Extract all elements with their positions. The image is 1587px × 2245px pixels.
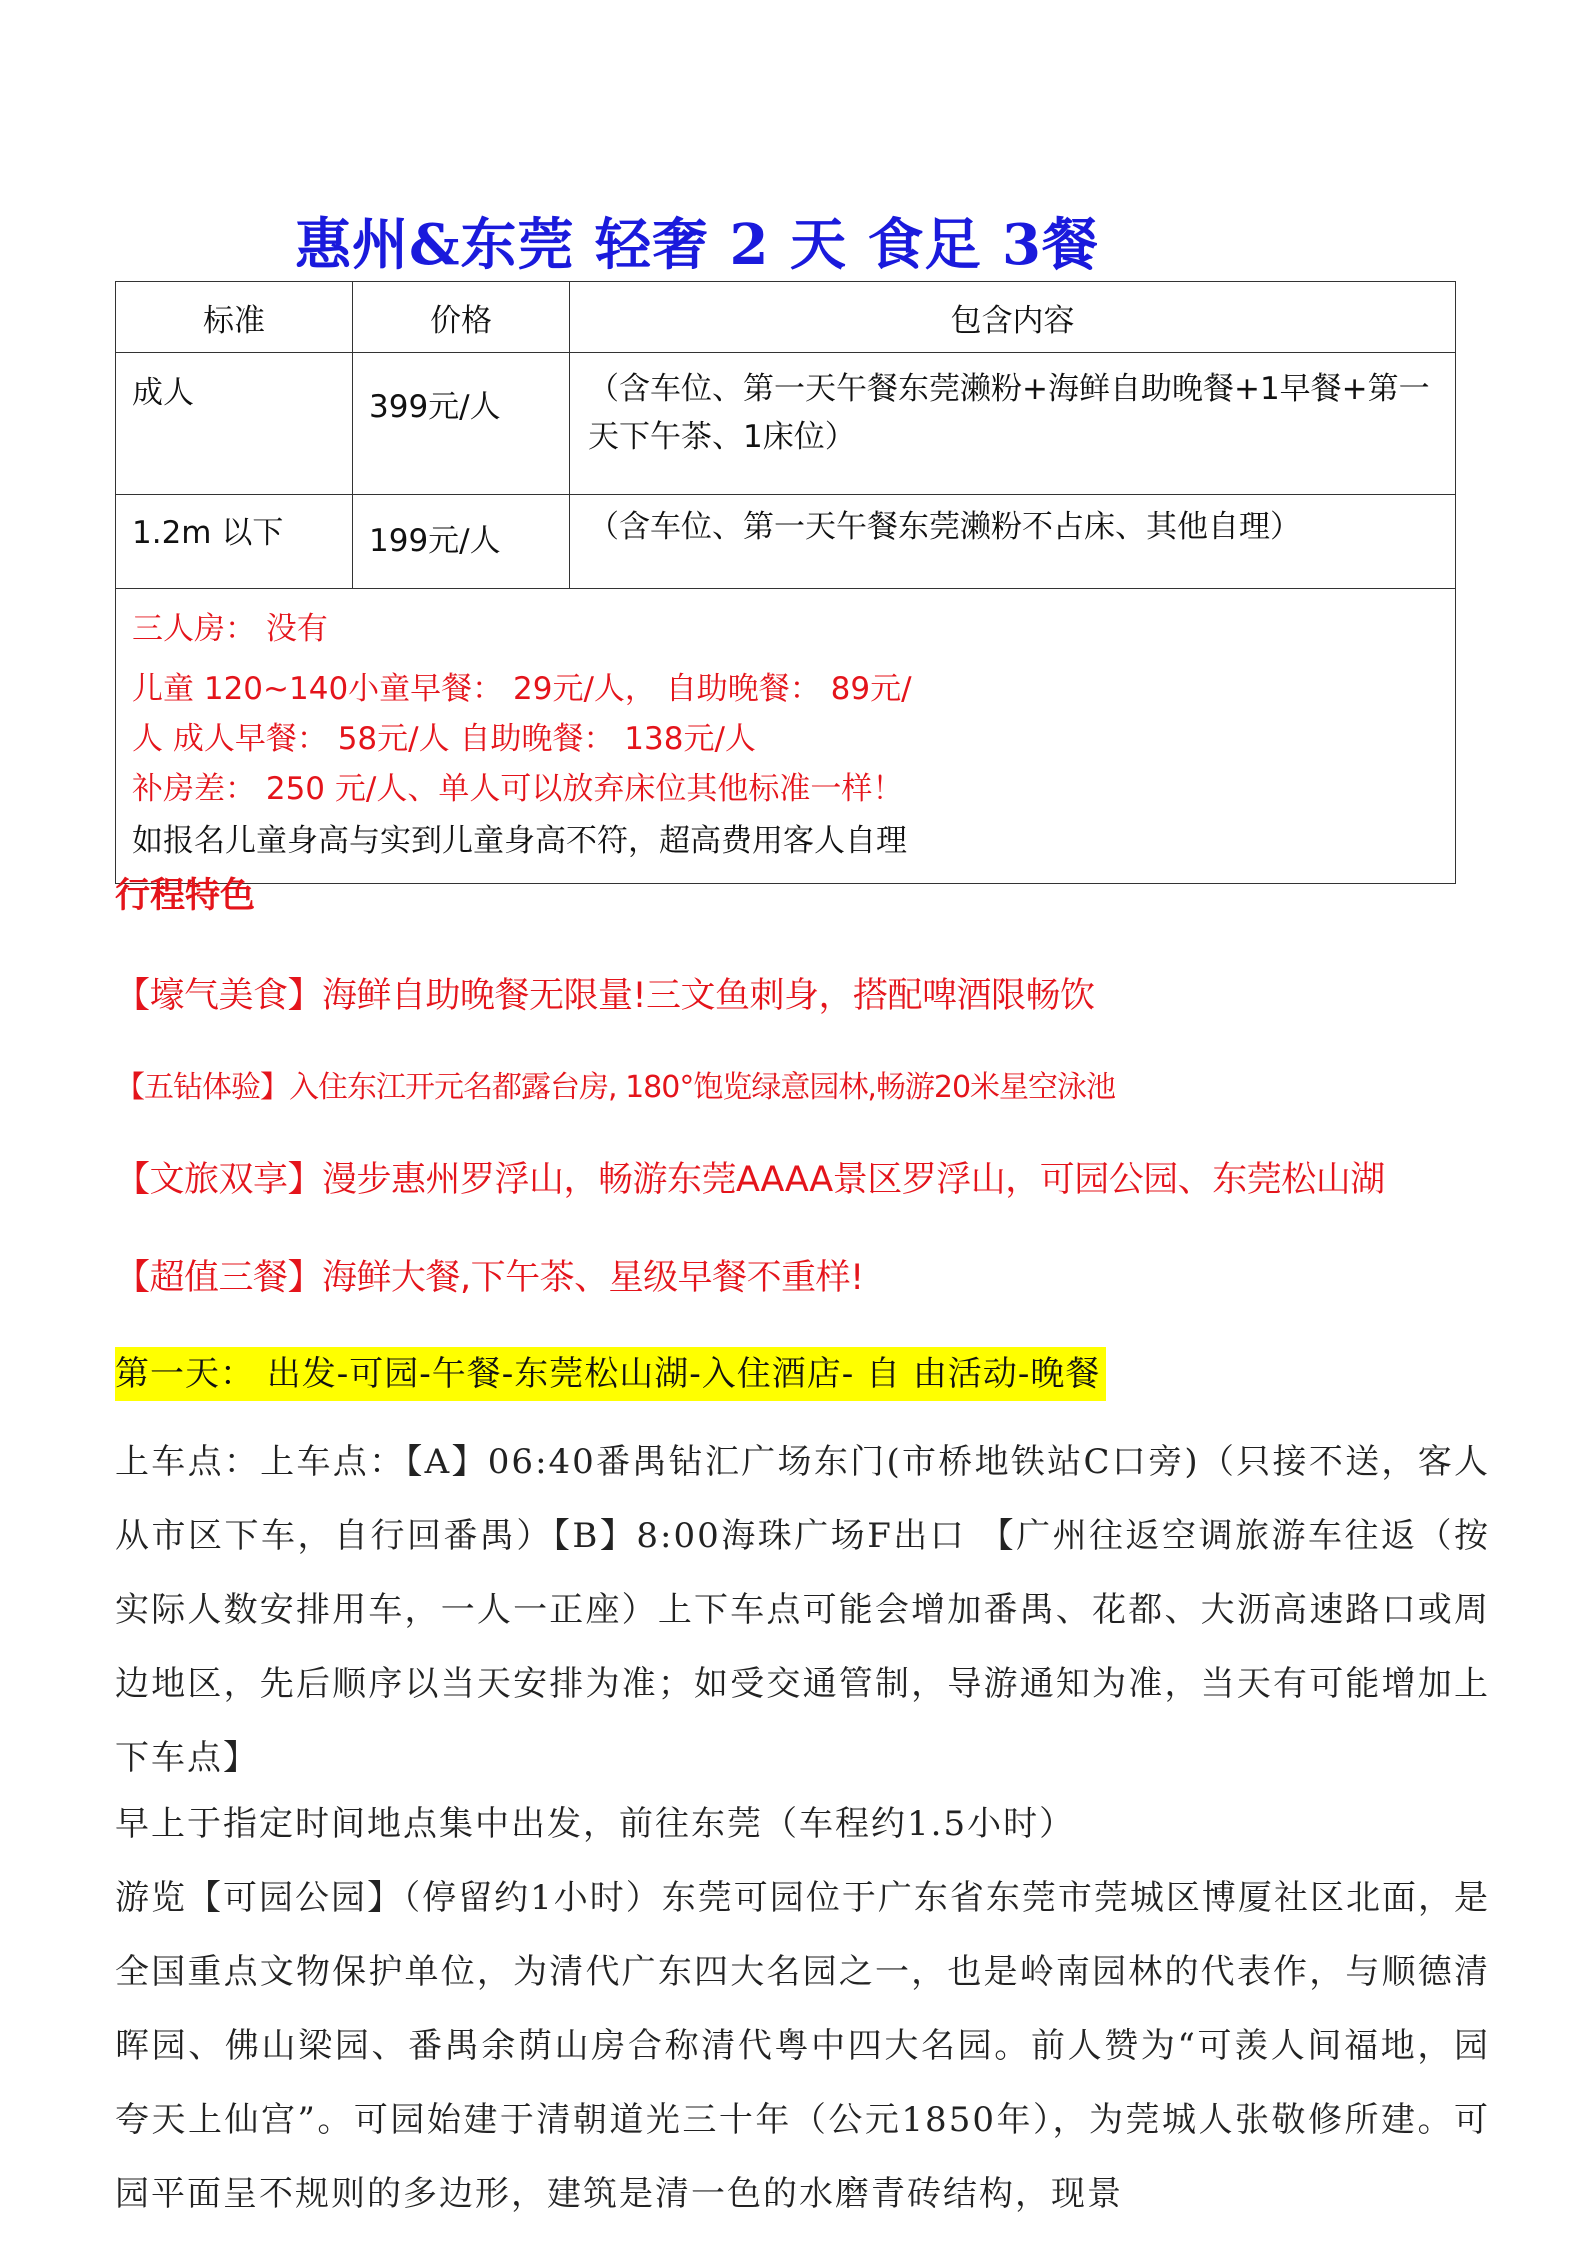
feature-item: 【五钻体验】入住东江开元名都露台房, 180°饱览绿意园林,畅游20米星空泳池 (115, 1070, 1116, 1105)
table-row-child (116, 495, 1456, 589)
header-price: 价格 (353, 282, 570, 353)
price-table (115, 281, 1456, 884)
feature-item: 【壕气美食】海鲜自助晚餐无限量!三文鱼刺身，搭配啤酒限畅饮 (115, 976, 1095, 1016)
cell-includes: （含车位、第一天午餐东莞濑粉+海鲜自助晚餐+1早餐+第一天下午茶、1床位） (570, 353, 1456, 495)
notes-cell (116, 589, 1456, 884)
feature-item: 【文旅双享】漫步惠州罗浮山，畅游东莞AAAA景区罗浮山，可园公园、东莞松山湖 (115, 1160, 1385, 1200)
cell-price: 199元/人 (353, 495, 570, 589)
cell-standard: 1.2m 以下 (116, 495, 353, 589)
features-title: 行程特色 (115, 876, 256, 916)
feature-item: 【超值三餐】海鲜大餐,下午茶、星级早餐不重样! (115, 1258, 864, 1298)
header-includes: 包含内容 (570, 282, 1456, 353)
day1-keyuan-paragraph: 游览【可园公园】（停留约1小时）东莞可园位于广东省东莞市莞城区博厦社区北面，是全国重点文物保护单位，为清代广东四大名园之一，也是岭南园林的代表作，与顺德清晖园、佛山梁园、番禺余荫山房合称清代粤中四大名园。前人赞为“可羡人间福地，园夸天上仙宫”。可园始建于清朝道光三十年（公元1850年），为莞城人张敬修所建。可园平面呈不规则的多边形，建筑是清一色的水磨青砖结构，现景 (115, 1878, 1490, 2214)
note-adult-meals: 人 成人早餐： 58元/人 自助晚餐： 138元/人 (132, 721, 756, 757)
page-title: 惠州&东莞 轻奢 2 天 食足 3餐 (295, 212, 1099, 278)
day1-heading: 第一天： 出发-可园-午餐-东莞松山湖-入住酒店- 自 由活动-晚餐 (115, 1347, 1106, 1401)
table-row-adult (116, 353, 1456, 495)
day1-pickup-paragraph: 上车点：上车点：【A】06:40番禺钻汇广场东门(市桥地铁站C口旁)（只接不送，客人从市区下车，自行回番禺）【B】8:00海珠广场F出口 【广州往返空调旅游车往返（按实际人数安排用车，一人一正座）上下车点可能会增加番禺、花都、大沥高速路口或周边地区，先后顺序以当天安排为准；如受交通管制，导游通知为准，当天有可能增加上下车点】 (115, 1442, 1490, 1778)
table-notes-row (116, 589, 1456, 884)
note-child-meals: 儿童 120~140小童早餐： 29元/人， 自助晚餐： 89元/ (132, 671, 912, 707)
header-standard: 标准 (116, 282, 353, 353)
cell-price: 399元/人 (353, 353, 570, 495)
note-child-height: 如报名儿童身高与实到儿童身高不符，超高费用客人自理 (132, 823, 907, 859)
day1-depart-paragraph: 早上于指定时间地点集中出发，前往东莞（车程约1.5小时） (115, 1804, 1076, 1844)
table-header-row (116, 282, 1456, 353)
note-triple-room: 三人房： 没有 (132, 611, 328, 647)
cell-includes: （含车位、第一天午餐东莞濑粉不占床、其他自理） (570, 495, 1456, 589)
cell-standard: 成人 (116, 353, 353, 495)
note-room-supplement: 补房差： 250 元/人、单人可以放弃床位其他标准一样！ (132, 771, 904, 807)
